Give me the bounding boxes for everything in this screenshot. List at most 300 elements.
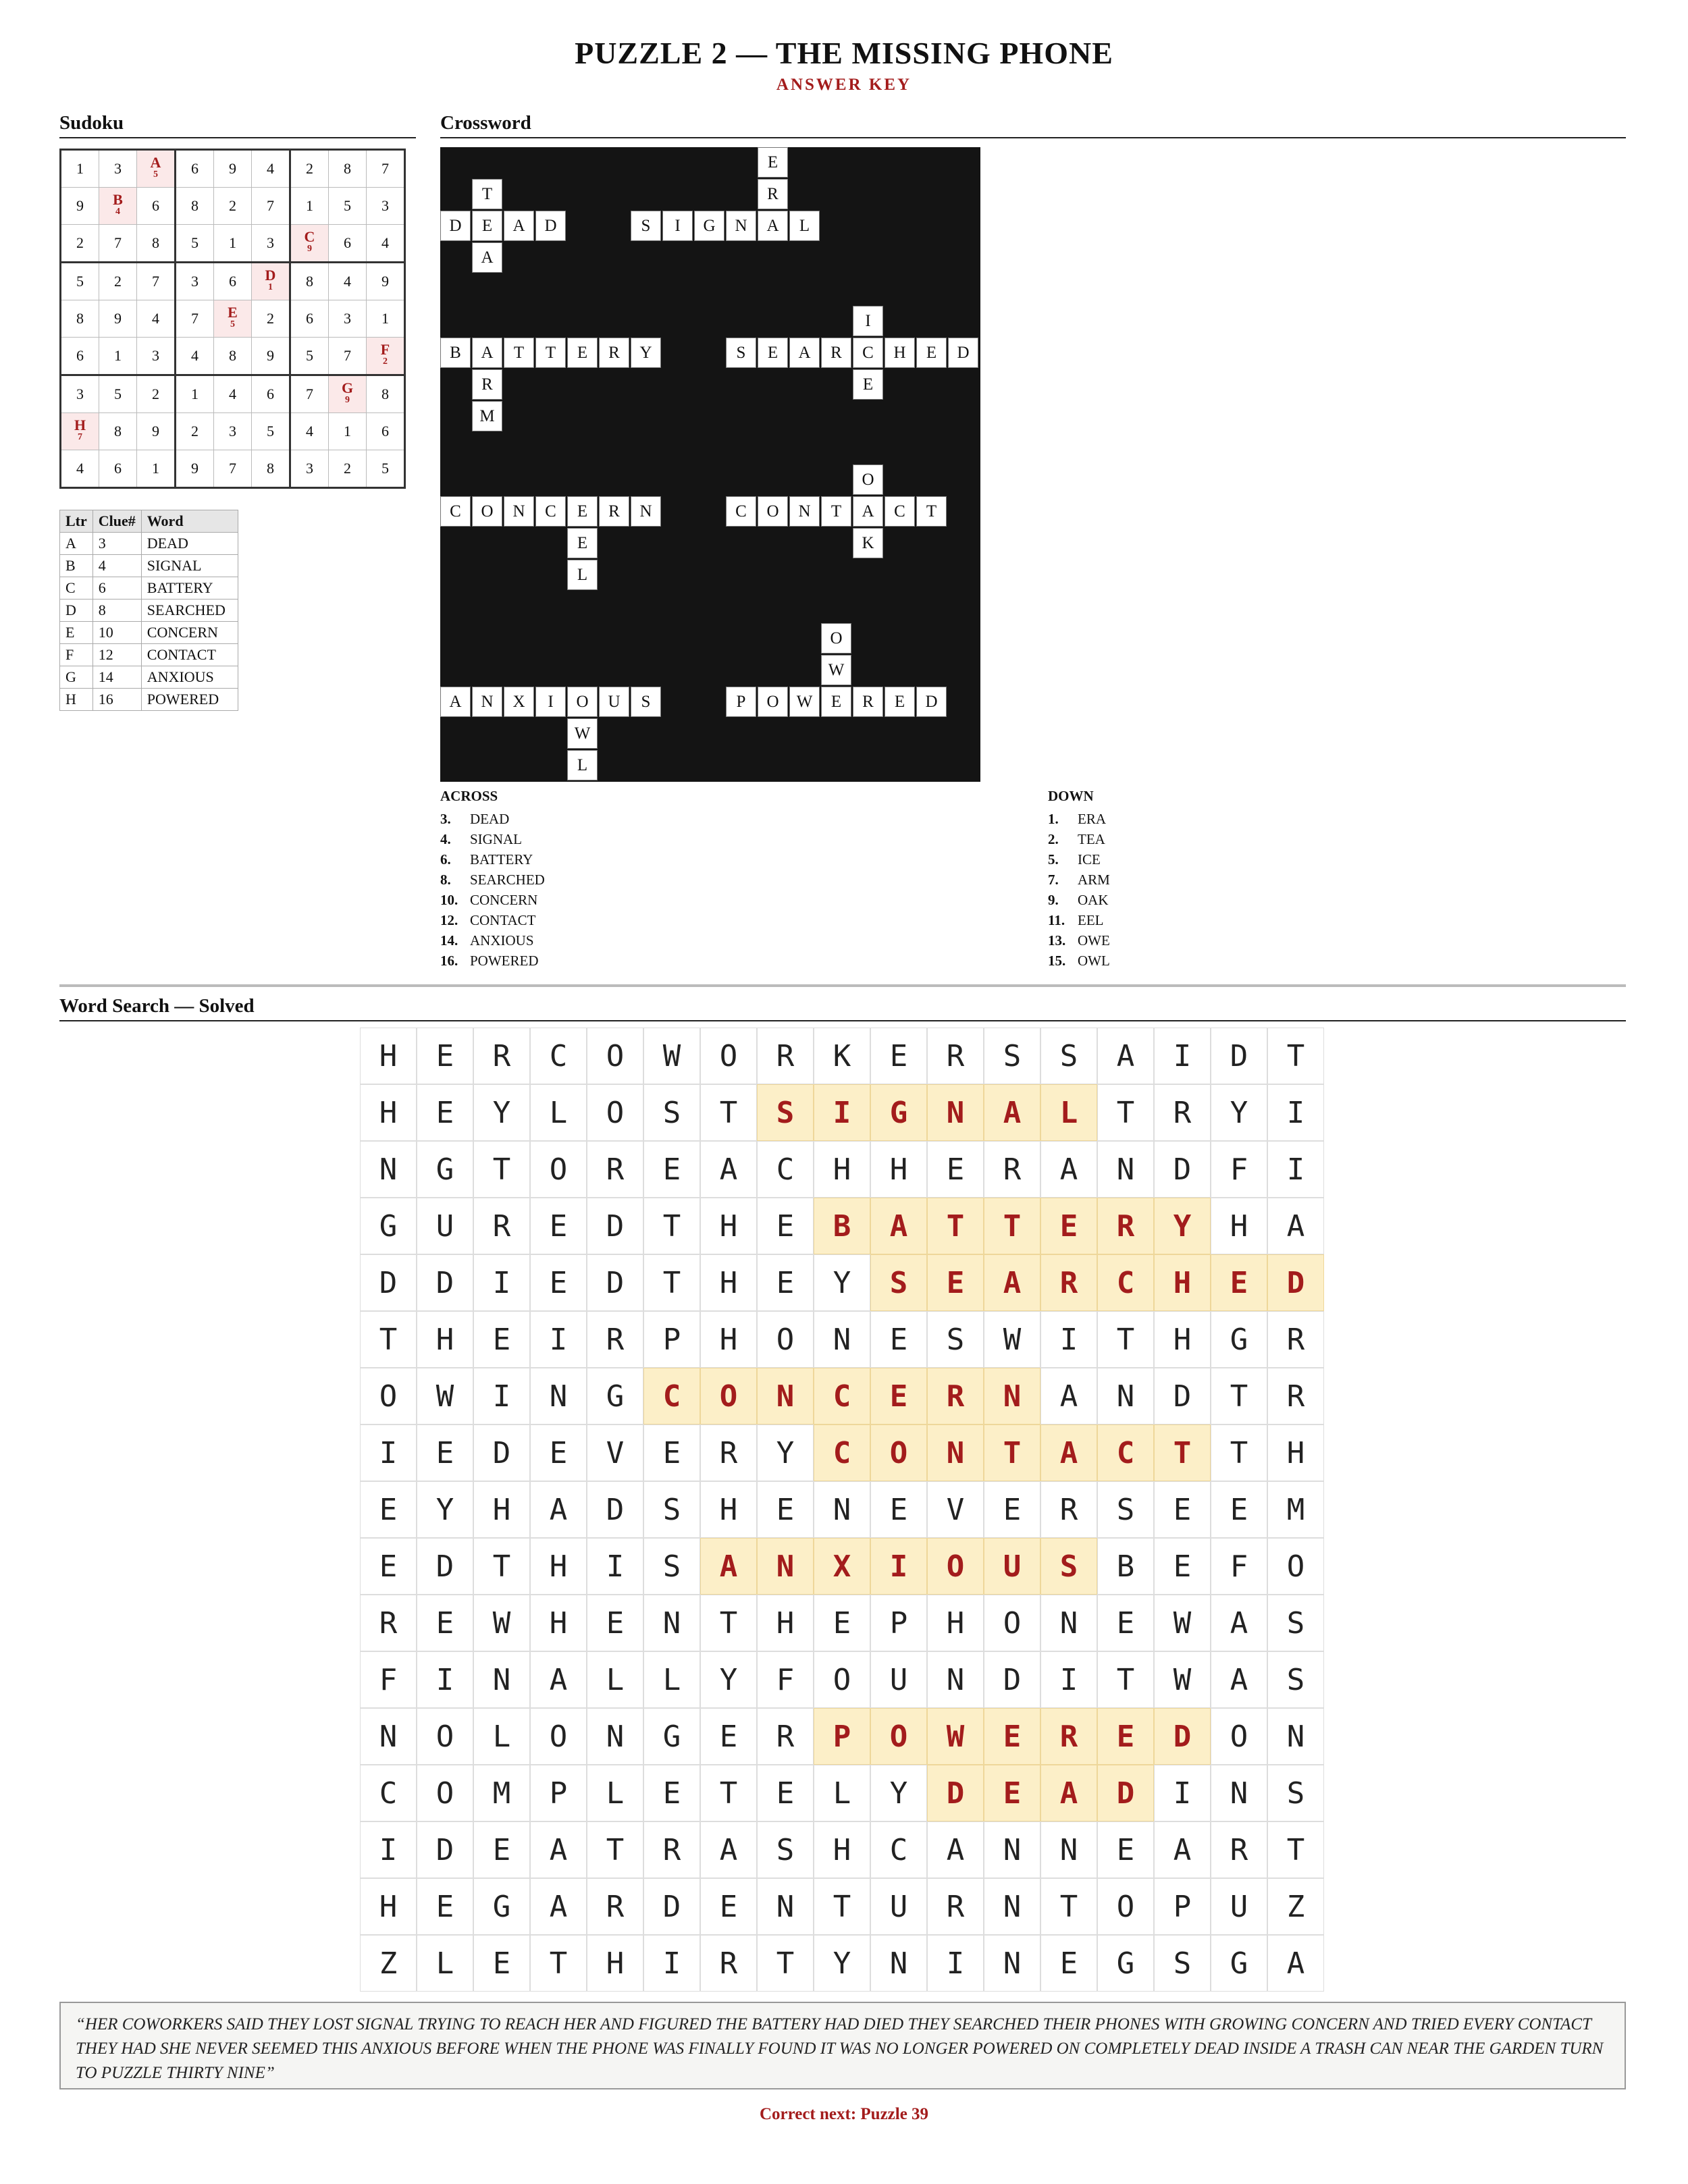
down-clue [1048, 951, 1110, 971]
wordsearch-letter: R [473, 1198, 530, 1254]
wordsearch-letter: G [643, 1708, 700, 1765]
letter-key-column-header: Ltr [60, 510, 93, 533]
sudoku-cell [99, 188, 137, 225]
wordsearch-letter: D [417, 1538, 473, 1595]
letter-key-cell: A [60, 533, 93, 555]
sudoku-cell: 5 [252, 413, 290, 450]
sudoku-cell: 8 [99, 413, 137, 450]
wordsearch-letter: T [473, 1538, 530, 1595]
crossword-cell: E [567, 528, 598, 558]
wordsearch-highlighted-letter: A [1040, 1424, 1097, 1481]
down-label: DOWN [1048, 788, 1094, 804]
wordsearch-letter: N [473, 1651, 530, 1708]
wordsearch-letter: E [870, 1028, 927, 1084]
wordsearch-highlighted-letter: C [814, 1368, 870, 1424]
wordsearch-letter: E [1040, 1935, 1097, 1992]
sudoku-cell: 4 [290, 413, 329, 450]
next-puzzle-note: Correct next: Puzzle 39 [759, 2105, 929, 2123]
wordsearch-letter: T [1097, 1311, 1154, 1368]
wordsearch-letter: I [587, 1538, 643, 1595]
wordsearch-highlighted-letter: U [984, 1538, 1040, 1595]
letter-key-cell: POWERED [141, 689, 238, 711]
wordsearch-letter: R [984, 1141, 1040, 1198]
wordsearch-letter: W [473, 1595, 530, 1651]
wordsearch-letter: D [1211, 1028, 1267, 1084]
down-clues [1048, 788, 1110, 971]
clue-number: 10. [440, 892, 458, 908]
wordsearch-letter: U [870, 1651, 927, 1708]
crossword-cell: X [504, 687, 534, 717]
wordsearch-letter: T [700, 1595, 757, 1651]
clue-answer: OWL [1078, 953, 1110, 969]
across-clue [440, 829, 545, 849]
sudoku-cell: 2 [99, 263, 137, 300]
crossword-cell: A [853, 496, 883, 527]
wordsearch-highlighted-letter: P [814, 1708, 870, 1765]
clue-answer: SIGNAL [470, 831, 522, 847]
crossword-cell: R [821, 338, 851, 368]
wordsearch-letter: H [700, 1254, 757, 1311]
sudoku-row [61, 375, 405, 413]
crossword-cell: T [504, 338, 534, 368]
wordsearch-letter: G [1097, 1935, 1154, 1992]
wordsearch-letter: S [1267, 1595, 1324, 1651]
sudoku-key-value: 7 [78, 432, 82, 442]
crossword-cell: A [472, 338, 502, 368]
wordsearch-letter: E [643, 1424, 700, 1481]
wordsearch-letter: H [814, 1141, 870, 1198]
wordsearch-letter: T [1267, 1028, 1324, 1084]
wordsearch-highlighted-letter: H [1154, 1254, 1211, 1311]
letter-key-cell: SEARCHED [141, 600, 238, 622]
clue-number: 12. [440, 912, 458, 928]
wordsearch-letter: V [927, 1481, 984, 1538]
letter-key-header [60, 510, 238, 533]
clue-number: 6. [440, 851, 451, 868]
down-clue [1048, 890, 1110, 910]
wordsearch-letter: H [1154, 1311, 1211, 1368]
crossword-cell: A [472, 242, 502, 273]
sudoku-cell: 3 [329, 300, 367, 338]
crossword-cell: E [916, 338, 947, 368]
crossword-cell: D [535, 211, 566, 241]
crossword-cell: E [758, 147, 788, 178]
wordsearch-highlighted-letter: T [984, 1198, 1040, 1254]
sudoku-cell: 3 [252, 225, 290, 263]
wordsearch-letter: L [530, 1084, 587, 1141]
sudoku-row [61, 413, 405, 450]
wordsearch-letter: Z [360, 1935, 417, 1992]
wordsearch-letter: Y [757, 1424, 814, 1481]
crossword-cell: I [853, 306, 883, 336]
sudoku-cell: 1 [176, 375, 214, 413]
sudoku-row [61, 300, 405, 338]
wordsearch-letter: I [1040, 1651, 1097, 1708]
sudoku-cell: 9 [137, 413, 176, 450]
wordsearch-letter: A [1267, 1198, 1324, 1254]
wordsearch-letter: F [1211, 1141, 1267, 1198]
wordsearch-letter: T [643, 1198, 700, 1254]
sudoku-cell: 8 [176, 188, 214, 225]
wordsearch-letter: R [757, 1028, 814, 1084]
wordsearch-letter: M [1267, 1481, 1324, 1538]
wordsearch-letter: R [757, 1708, 814, 1765]
crossword-cell: T [916, 496, 947, 527]
sudoku-cell: 8 [137, 225, 176, 263]
wordsearch-letter: E [417, 1595, 473, 1651]
table-row [60, 533, 238, 555]
wordsearch-letter: G [1211, 1935, 1267, 1992]
wordsearch-letter: W [1154, 1595, 1211, 1651]
sudoku-cell: 6 [367, 413, 405, 450]
letter-key-cell: 10 [93, 622, 141, 644]
wordsearch-letter: I [473, 1368, 530, 1424]
crossword-cell: A [758, 211, 788, 241]
sudoku-cell: 4 [252, 150, 290, 188]
sudoku-key-letter: F [380, 341, 390, 358]
wordsearch-letter: H [530, 1538, 587, 1595]
wordsearch-letter: I [1040, 1311, 1097, 1368]
crossword-cell: O [758, 687, 788, 717]
sudoku-row [61, 150, 405, 188]
sudoku-cell: 2 [137, 375, 176, 413]
crossword-cell: S [631, 211, 661, 241]
sudoku-cell: 9 [367, 263, 405, 300]
sudoku-cell [214, 300, 252, 338]
sudoku-row [61, 338, 405, 375]
wordsearch-highlighted-letter: E [927, 1254, 984, 1311]
wordsearch-highlighted-letter: O [700, 1368, 757, 1424]
wordsearch-letter: N [1040, 1595, 1097, 1651]
wordsearch-letter: H [417, 1311, 473, 1368]
sudoku-cell: 7 [214, 450, 252, 488]
wordsearch-letter: D [587, 1198, 643, 1254]
wordsearch-highlighted-letter: O [927, 1538, 984, 1595]
wordsearch-letter: E [530, 1198, 587, 1254]
wordsearch-letter: Y [1211, 1084, 1267, 1141]
crossword-cell: L [789, 211, 820, 241]
sudoku-cell [367, 338, 405, 375]
wordsearch-letter: S [643, 1084, 700, 1141]
crossword-cell: C [726, 496, 756, 527]
sudoku-cell: 8 [61, 300, 99, 338]
crossword-cell: D [916, 687, 947, 717]
sudoku-key-value: 4 [115, 207, 120, 217]
clue-answer: ERA [1078, 811, 1106, 827]
wordsearch-letter: D [417, 1821, 473, 1878]
wordsearch-highlighted-letter: E [1097, 1708, 1154, 1765]
sudoku-cell: 7 [367, 150, 405, 188]
wordsearch-letter: Y [473, 1084, 530, 1141]
wordsearch-highlighted-letter: E [1211, 1254, 1267, 1311]
wordsearch-letter: R [360, 1595, 417, 1651]
wordsearch-letter: E [417, 1028, 473, 1084]
wordsearch-letter: Z [1267, 1878, 1324, 1935]
wordsearch-highlighted-letter: R [1097, 1198, 1154, 1254]
wordsearch-letter: T [360, 1311, 417, 1368]
sudoku-grid [59, 149, 406, 489]
sudoku-cell: 6 [290, 300, 329, 338]
wordsearch-letter: H [1267, 1424, 1324, 1481]
crossword-cell: R [758, 179, 788, 209]
clue-answer: CONCERN [470, 892, 538, 908]
wordsearch-letter: G [417, 1141, 473, 1198]
wordsearch-letter: R [927, 1878, 984, 1935]
wordsearch-letter: E [1154, 1481, 1211, 1538]
wordsearch-letter: N [1097, 1368, 1154, 1424]
sudoku-cell: 8 [329, 150, 367, 188]
clue-number: 11. [1048, 912, 1065, 928]
sudoku-key-value: 2 [383, 356, 388, 367]
wordsearch-letter: I [530, 1311, 587, 1368]
wordsearch-letter: N [360, 1141, 417, 1198]
wordsearch-letter: N [643, 1595, 700, 1651]
wordsearch-letter: O [757, 1311, 814, 1368]
crossword-cell: L [567, 750, 598, 780]
wordsearch-letter: H [473, 1481, 530, 1538]
clue-answer: ICE [1078, 851, 1101, 868]
crossword-cell: L [567, 560, 598, 590]
clue-answer: EEL [1078, 912, 1104, 928]
wordsearch-letter: T [700, 1765, 757, 1821]
wordsearch-letter: O [417, 1765, 473, 1821]
sudoku-cell: 4 [176, 338, 214, 375]
sudoku-cell: 2 [61, 225, 99, 263]
wordsearch-letter: W [1154, 1651, 1211, 1708]
wordsearch-letter: O [1211, 1708, 1267, 1765]
sudoku-cell: 1 [367, 300, 405, 338]
wordsearch-letter: E [757, 1481, 814, 1538]
letter-key-cell: 6 [93, 577, 141, 600]
wordsearch-highlighted-letter: S [1040, 1538, 1097, 1595]
sudoku-cell: 3 [137, 338, 176, 375]
wordsearch-letter: D [1154, 1368, 1211, 1424]
wordsearch-letter: H [360, 1028, 417, 1084]
wordsearch-letter: W [643, 1028, 700, 1084]
crossword-cell: P [726, 687, 756, 717]
wordsearch-letter: A [700, 1141, 757, 1198]
wordsearch-letter: E [530, 1424, 587, 1481]
sudoku-cell: 2 [252, 300, 290, 338]
crossword-cell: E [853, 369, 883, 400]
sudoku-cell: 4 [214, 375, 252, 413]
crossword-cell: E [885, 687, 915, 717]
wordsearch-letter: M [473, 1765, 530, 1821]
crossword-cell: R [599, 496, 629, 527]
sudoku-cell: 4 [61, 450, 99, 488]
wordsearch-letter: S [984, 1028, 1040, 1084]
sudoku-key-letter: G [341, 379, 354, 396]
clue-number: 3. [440, 811, 451, 827]
sudoku-cell: 6 [252, 375, 290, 413]
crossword-cell: O [821, 623, 851, 654]
wordsearch-highlighted-letter: X [814, 1538, 870, 1595]
wordsearch-letter: L [587, 1765, 643, 1821]
sudoku-cell [137, 150, 176, 188]
page-subtitle: ANSWER KEY [776, 76, 912, 94]
sudoku-cell: 7 [290, 375, 329, 413]
down-clue [1048, 809, 1110, 829]
wordsearch-letter: A [530, 1878, 587, 1935]
clue-number: 13. [1048, 932, 1066, 949]
clue-answer: SEARCHED [470, 872, 545, 888]
wordsearch-letter: Y [870, 1765, 927, 1821]
crossword-cell: E [821, 687, 851, 717]
clue-number: 9. [1048, 892, 1059, 908]
wordsearch-letter: F [360, 1651, 417, 1708]
sudoku-cell: 3 [61, 375, 99, 413]
sudoku-heading: Sudoku [59, 112, 416, 138]
wordsearch-letter: R [587, 1311, 643, 1368]
table-row [60, 555, 238, 577]
wordsearch-highlighted-letter: N [984, 1368, 1040, 1424]
sudoku-cell: 7 [176, 300, 214, 338]
sudoku-cell: 9 [61, 188, 99, 225]
wordsearch-letter: E [700, 1708, 757, 1765]
wordsearch-letter: E [870, 1311, 927, 1368]
wordsearch-highlighted-letter: D [1267, 1254, 1324, 1311]
clue-answer: CONTACT [470, 912, 536, 928]
wordsearch-letter: S [643, 1538, 700, 1595]
wordsearch-letter: T [814, 1878, 870, 1935]
wordsearch-letter: N [1267, 1708, 1324, 1765]
wordsearch-letter: T [587, 1821, 643, 1878]
sudoku-key-letter: A [150, 154, 161, 171]
letter-key-cell: B [60, 555, 93, 577]
sudoku-key-value: 9 [345, 395, 350, 405]
wordsearch-highlighted-letter: R [1040, 1254, 1097, 1311]
wordsearch-letter: D [587, 1481, 643, 1538]
wordsearch-letter: A [1097, 1028, 1154, 1084]
wordsearch-letter: D [1154, 1141, 1211, 1198]
clue-number: 15. [1048, 953, 1066, 969]
sudoku-cell: 7 [252, 188, 290, 225]
sudoku-cell: 8 [252, 450, 290, 488]
crossword-cell: W [789, 687, 820, 717]
sudoku-cell: 3 [176, 263, 214, 300]
wordsearch-letter: E [870, 1481, 927, 1538]
sudoku-cell: 5 [99, 375, 137, 413]
sudoku-cell: 5 [367, 450, 405, 488]
clue-number: 14. [440, 932, 458, 949]
across-clue [440, 930, 545, 951]
wordsearch-letter: T [1097, 1651, 1154, 1708]
wordsearch-highlighted-letter: S [870, 1254, 927, 1311]
wordsearch-letter: N [814, 1481, 870, 1538]
letter-key-cell: F [60, 644, 93, 666]
sudoku-cell: 1 [61, 150, 99, 188]
wordsearch-letter: I [1267, 1084, 1324, 1141]
wordsearch-letter: E [1154, 1538, 1211, 1595]
wordsearch-letter: S [927, 1311, 984, 1368]
wordsearch-letter: N [984, 1935, 1040, 1992]
wordsearch-letter: C [870, 1821, 927, 1878]
wordsearch-letter: E [360, 1538, 417, 1595]
wordsearch-letter: S [1097, 1481, 1154, 1538]
wordsearch-letter: E [814, 1595, 870, 1651]
crossword-cell: T [821, 496, 851, 527]
wordsearch-letter: O [587, 1028, 643, 1084]
wordsearch-letter: D [643, 1878, 700, 1935]
wordsearch-letter: R [587, 1878, 643, 1935]
wordsearch-highlighted-letter: N [927, 1084, 984, 1141]
clue-answer: OAK [1078, 892, 1109, 908]
letter-key-cell: SIGNAL [141, 555, 238, 577]
wordsearch-letter: N [814, 1311, 870, 1368]
crossword-cell: A [440, 687, 471, 717]
wordsearch-letter: E [757, 1254, 814, 1311]
table-row [60, 689, 238, 711]
wordsearch-letter: I [1154, 1028, 1211, 1084]
wordsearch-letter: E [473, 1311, 530, 1368]
clue-answer: OWE [1078, 932, 1110, 949]
wordsearch-highlighted-letter: C [643, 1368, 700, 1424]
sudoku-cell: 9 [176, 450, 214, 488]
wordsearch-letter: O [587, 1084, 643, 1141]
wordsearch-letter: Y [700, 1651, 757, 1708]
letter-key-cell: E [60, 622, 93, 644]
wordsearch-letter: D [984, 1651, 1040, 1708]
wordsearch-letter: V [587, 1424, 643, 1481]
sudoku-key-letter: H [74, 417, 86, 433]
wordsearch-letter: T [700, 1084, 757, 1141]
wordsearch-letter: H [530, 1595, 587, 1651]
across-clue [440, 849, 545, 870]
sudoku-cell: 2 [290, 150, 329, 188]
wordsearch-letter: N [757, 1878, 814, 1935]
letter-key-cell: CONCERN [141, 622, 238, 644]
sudoku-cell: 6 [61, 338, 99, 375]
wordsearch-heading: Word Search — Solved [59, 995, 1626, 1021]
wordsearch-highlighted-letter: L [1040, 1084, 1097, 1141]
letter-key-cell: D [60, 600, 93, 622]
sudoku-cell: 1 [137, 450, 176, 488]
wordsearch-letter: O [530, 1141, 587, 1198]
wordsearch-letter: G [360, 1198, 417, 1254]
wordsearch-highlighted-letter: C [814, 1424, 870, 1481]
across-clue [440, 809, 545, 829]
letter-key-column-header: Word [141, 510, 238, 533]
letter-key-cell: 16 [93, 689, 141, 711]
wordsearch-highlighted-letter: E [984, 1708, 1040, 1765]
wordsearch-letter: H [927, 1595, 984, 1651]
crossword-cell: A [789, 338, 820, 368]
wordsearch-highlighted-letter: R [1040, 1708, 1097, 1765]
wordsearch-letter: N [1040, 1821, 1097, 1878]
across-clue [440, 870, 545, 890]
crossword-cell: R [599, 338, 629, 368]
crossword-cell: O [567, 687, 598, 717]
sudoku-cell [329, 375, 367, 413]
table-row [60, 600, 238, 622]
wordsearch-letter: I [360, 1821, 417, 1878]
wordsearch-letter: E [757, 1198, 814, 1254]
sudoku-cell: 7 [99, 225, 137, 263]
wordsearch-letter: N [1097, 1141, 1154, 1198]
sudoku-row [61, 188, 405, 225]
wordsearch-letter: A [530, 1821, 587, 1878]
letter-key-cell: 12 [93, 644, 141, 666]
sudoku-key-value: 9 [307, 244, 312, 254]
wordsearch-letter: T [1211, 1368, 1267, 1424]
wordsearch-highlighted-letter: E [984, 1765, 1040, 1821]
sudoku-key-letter: D [265, 267, 276, 284]
wordsearch-letter: S [643, 1481, 700, 1538]
letter-key-cell: CONTACT [141, 644, 238, 666]
wordsearch-letter: I [1267, 1141, 1324, 1198]
wordsearch-letter: E [473, 1821, 530, 1878]
wordsearch-letter: C [757, 1141, 814, 1198]
